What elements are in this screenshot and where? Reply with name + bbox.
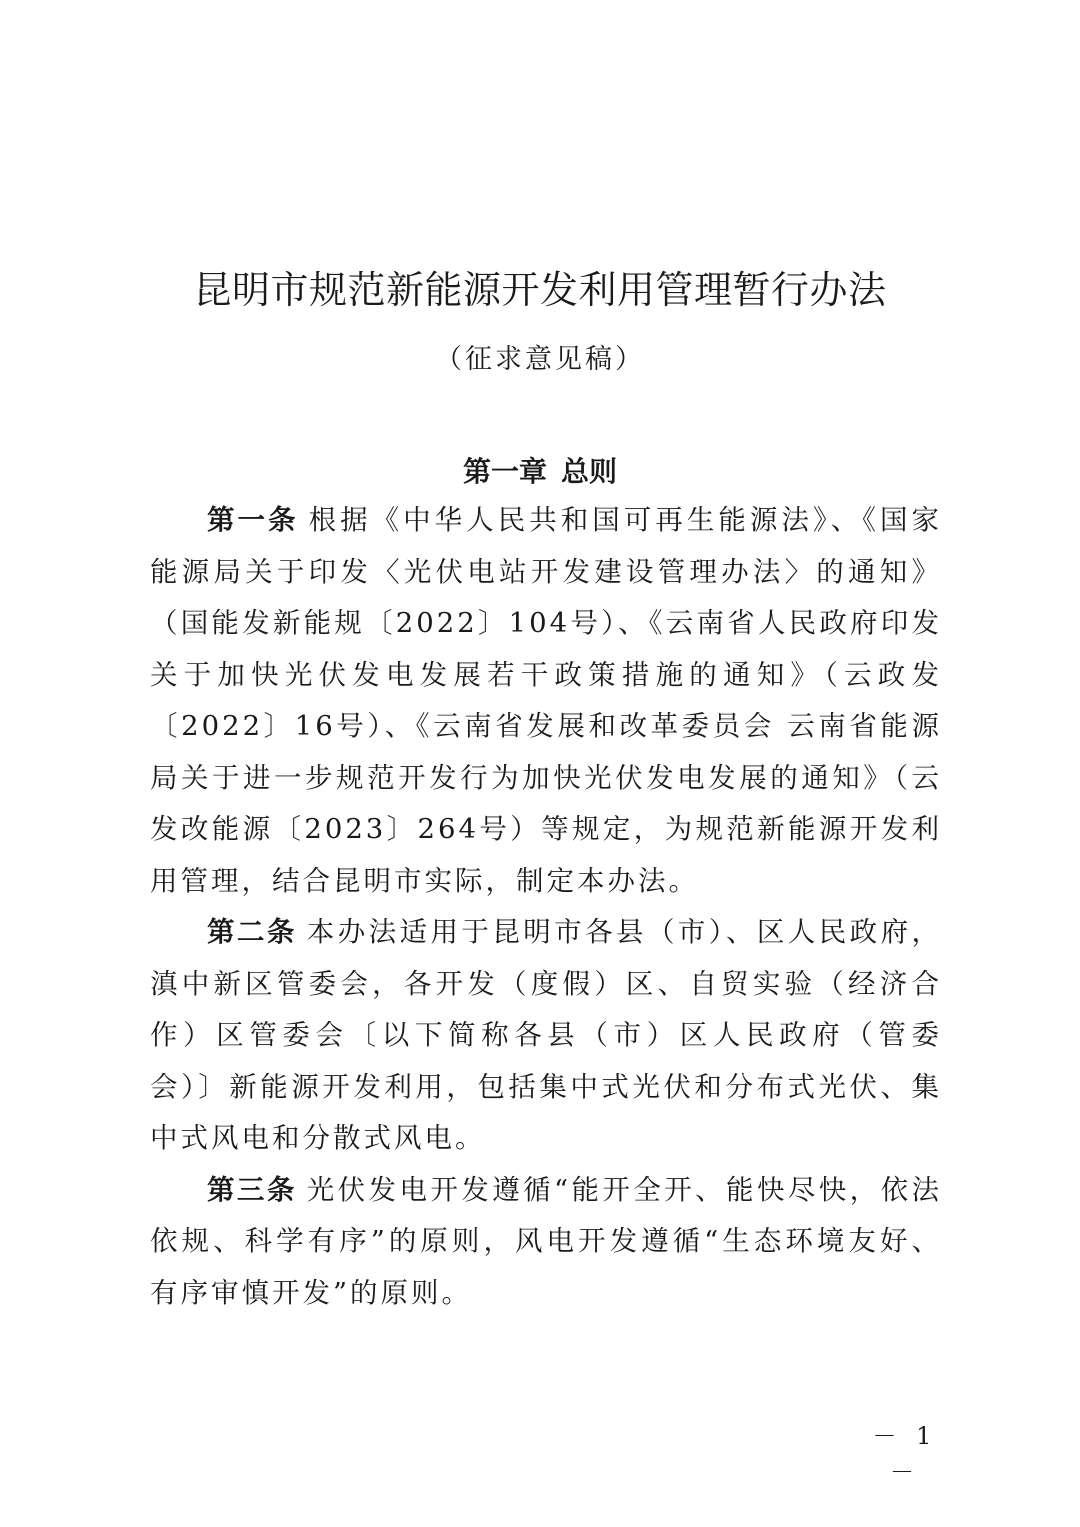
article-text: 光伏发电开发遵循“能开全开、能快尽快，依法依规、科学有序”的原则，风电开发遵循“生态环境友好、有序审慎开发”的原则。 bbox=[150, 1173, 942, 1309]
article-label: 第三条 bbox=[207, 1173, 297, 1206]
article-label: 第一条 bbox=[207, 504, 299, 536]
document-title: 昆明市规范新能源开发利用管理暂行办法 bbox=[193, 268, 887, 312]
chapter-heading bbox=[140, 450, 940, 494]
page-number: － 1 － bbox=[872, 1422, 938, 1486]
article-2 bbox=[150, 907, 942, 1165]
article-1 bbox=[150, 495, 942, 907]
document-subtitle: （征求意见稿） bbox=[435, 344, 645, 375]
article-label: 第二条 bbox=[207, 916, 297, 948]
article-text: 本办法适用于昆明市各县（市）、区人民政府，滇中新区管委会，各开发（度假）区、自贸实验（经济合作）区管委会〔以下简称各县（市）区人民政府（管委会）〕新能源开发利用，包括集中式光伏和分布式光伏、集中式风电和分散式风电。 bbox=[150, 916, 943, 1154]
article-text: 根据《中华人民共和国可再生能源法》、《国家能源局关于印发〈光伏电站开发建设管理办法〉的通知》（国能发新能规〔2022〕104号）、《云南省人民政府印发关于加快光伏发电发展若干政策措施的通知》（云政发〔2022〕16号）、《云南省发展和改革委员会 云南省能源局关于进一步规范开发行为加快光伏发电发展的通知》（云发改能源〔2023〕264号）等规定，为规范新能源开发利用管理，结合昆明市实际，制定本办法。 bbox=[150, 504, 943, 897]
document-body bbox=[150, 495, 942, 1319]
chapter-number: 第一章 bbox=[462, 455, 547, 488]
article-3 bbox=[150, 1165, 942, 1320]
chapter-name: 总则 bbox=[561, 455, 618, 488]
